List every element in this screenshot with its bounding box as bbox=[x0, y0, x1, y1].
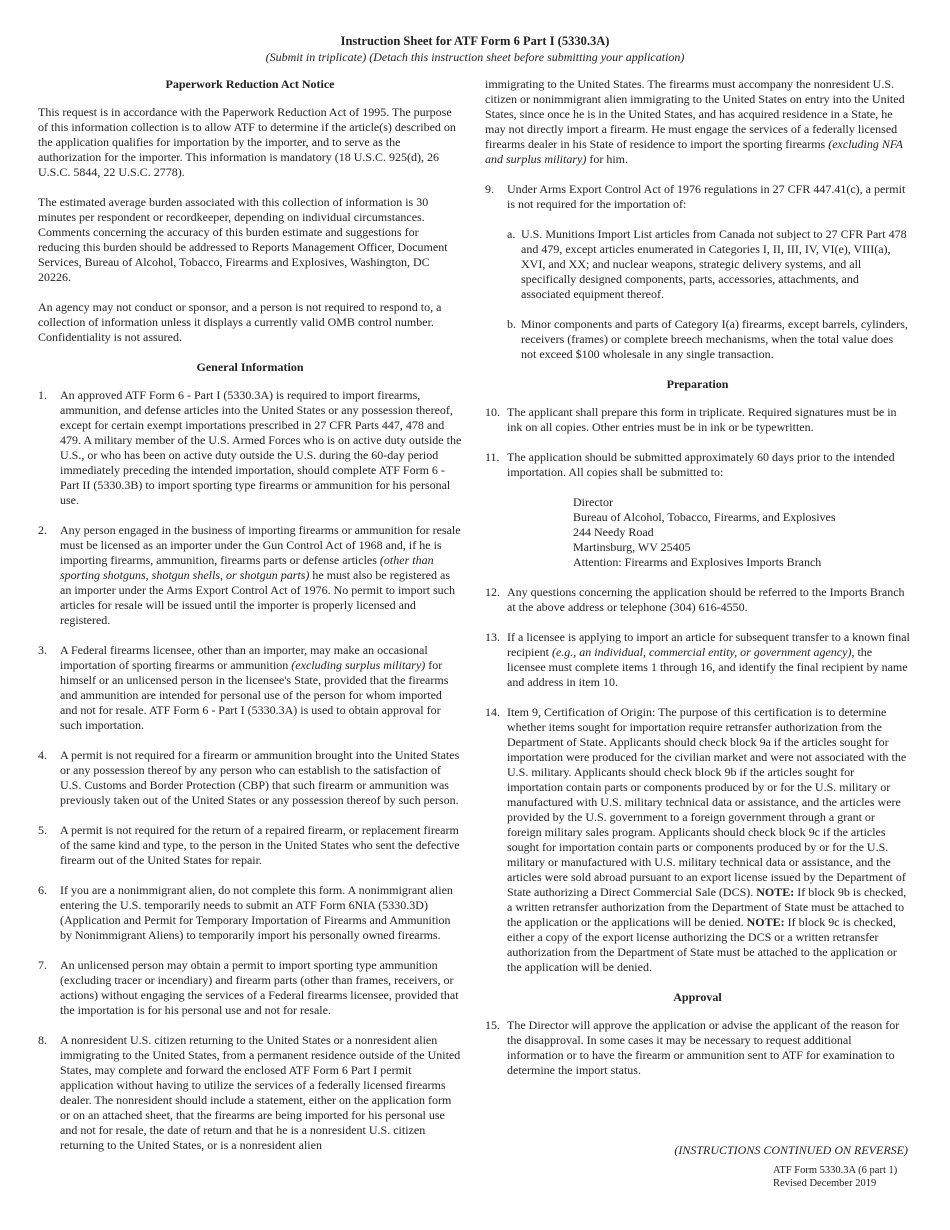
item-text: A permit is not required for a firearm or ammunition brought into the United States or any possession thereof by any person who can establish to the satisfaction of U.S. Customs and Border Protection (CBP) that such firearm or ammunition was previously taken out of the United States or any possession thereof by such person. bbox=[60, 748, 460, 807]
instruction-item-6 bbox=[38, 883, 462, 943]
item-number: 5. bbox=[38, 823, 47, 837]
item-8-continuation bbox=[485, 77, 910, 167]
instruction-item-3 bbox=[38, 643, 462, 733]
item-number: 13. bbox=[485, 630, 500, 644]
item-text: The Director will approve the application or advise the applicant of the reason for the disapproval. In some cases it may be necessary to request additional information or to have the firearm or ammunition sent to ATF for examination to determine the import status. bbox=[507, 1018, 900, 1077]
page-subtitle: (Submit in triplicate) (Detach this instruction sheet before submitting your application) bbox=[265, 50, 685, 64]
item-text: The application should be submitted approximately 60 days prior to the intended importation. All copies shall be submitted to: bbox=[507, 450, 895, 479]
address-line: Martinsburg, WV 25405 bbox=[573, 540, 691, 554]
instruction-item-2 bbox=[38, 523, 462, 628]
item-number: 2. bbox=[38, 523, 47, 537]
instruction-item-9a bbox=[485, 227, 910, 302]
form-number: ATF Form 5330.3A (6 part 1) bbox=[773, 1165, 898, 1176]
item-number: 10. bbox=[485, 405, 500, 419]
item-letter: b. bbox=[507, 317, 516, 331]
note-label: NOTE: bbox=[756, 885, 795, 899]
address-line: Attention: Firearms and Explosives Imports Branch bbox=[573, 555, 822, 569]
left-column bbox=[38, 77, 462, 1168]
item-number: 3. bbox=[38, 643, 47, 657]
item-text: Under Arms Export Control Act of 1976 regulations in 27 CFR 447.41(c), a permit is not required for the importation of: bbox=[507, 182, 906, 211]
instruction-item-15 bbox=[485, 1018, 910, 1078]
item-number: 1. bbox=[38, 388, 47, 402]
item-text: immigrating to the United States. The firearms must accompany the nonresident U.S. citizen or nonimmigrant alien immigrating to the United States on entry into the United States, since once he is in the United States, and has acquired residence in a State, he may not directly import a firearm. He must engage the services of a federally licensed firearms dealer in his State of residence to import the sporting firearms bbox=[485, 77, 905, 151]
mailing-address bbox=[485, 495, 910, 570]
item-text-italic: (excluding NFA and surplus military) bbox=[485, 137, 903, 166]
paperwork-paragraph-1: This request is in accordance with the Paperwork Reduction Act of 1995. The purpose of this information collection is to allow ATF to determine if the article(s) described on the application qualifies for importation by the importer, and to serve as the authorization for the importer. This information is mandatory (18 U.S.C. 925(d), 26 U.S.C. 5844, 22 U.S.C. 2778). bbox=[38, 105, 456, 179]
item-letter: a. bbox=[507, 227, 516, 241]
continued-notice: (INSTRUCTIONS CONTINUED ON REVERSE) bbox=[674, 1143, 908, 1157]
item-text: Item 9, Certification of Origin: The purpose of this certification is to determine whether items sought for importation require retransfer authorization from the Department of State. Applicants should check block 9a if the articles sought for importation were produced for the civilian market and were not associated with the U.S. military. Applicants should check block 9b if the articles sought for importation contain parts or components produced by or for the U.S. military or manufactured with U.S. military technical data or assistance, and the articles were provided by the U.S. government to a foreign government through a grant or foreign military sales program. Applicants should check block 9c if the articles sought for importation contain parts or components produced by or for the U.S. military or manufactured with U.S. military technical data or assistance, and the articles were sold abroad pursuant to an export license issued by the Department of State authorizing a Direct Commercial Sale (DCS). bbox=[507, 705, 907, 899]
item-number: 7. bbox=[38, 958, 47, 972]
revision-date: Revised December 2019 bbox=[773, 1178, 877, 1189]
item-text: A nonresident U.S. citizen returning to the United States or a nonresident alien immigrating to the United States, from a permanent residence outside of the United States, may complete and forward the enclosed ATF Form 6 Part I permit application without having to utilize the services of a federally licensed firearms dealer. The nonresident should include a statement, either on the application form or on an attached sheet, that the firearms are being imported for his personal use and not for resale, the date of return and that he is a nonresident U.S. citizen returning to the United States, or is a nonresident alien bbox=[60, 1033, 461, 1152]
form-identifier bbox=[773, 1164, 897, 1190]
item-text: The applicant shall prepare this form in triplicate. Required signatures must be in ink on all copies. Other entries must be in ink or be typewritten. bbox=[507, 405, 897, 434]
item-text: If block 9c is checked, either a copy of the export license authorizing the DCS or a written retransfer authorization from the Department of State must be attached to the application or the application will be denied. bbox=[507, 915, 897, 974]
item-number: 11. bbox=[485, 450, 500, 464]
instruction-item-10 bbox=[485, 405, 910, 435]
item-text-italic: (e.g., an individual, commercial entity, or government agency) bbox=[551, 645, 852, 659]
item-number: 6. bbox=[38, 883, 47, 897]
instruction-item-14 bbox=[485, 705, 910, 975]
paperwork-paragraph-3: An agency may not conduct or sponsor, and a person is not required to respond to, a collection of information unless it displays a currently valid OMB control number. Confidentiality is not assured. bbox=[38, 300, 442, 344]
item-text: If you are a nonimmigrant alien, do not complete this form. A nonimmigrant alien entering the U.S. temporarily needs to submit an ATF Form 6NIA (5330.3D) (Application and Permit for Temporary Importation of Firearms and Ammunition by Nonimmigrant Aliens) to temporarily import his personally owned firearms. bbox=[60, 883, 453, 942]
instruction-item-12 bbox=[485, 585, 910, 615]
preparation-heading: Preparation bbox=[666, 377, 729, 391]
address-line: Bureau of Alcohol, Tobacco, Firearms, and Explosives bbox=[573, 510, 836, 524]
instruction-item-7 bbox=[38, 958, 462, 1018]
item-number: 9. bbox=[485, 182, 494, 196]
item-text: for himself or an unlicensed person in the licensee's State, provided that the firearms and ammunition are intended for personal use of the person for whom imported and not for resale. ATF Form 6 - Part I (5330.3A) is used to obtain approval for such importation. bbox=[60, 658, 449, 732]
approval-heading: Approval bbox=[673, 990, 722, 1004]
item-text: he must also be registered as an importer under the Arms Export Control Act of 1976. No permit to import such articles for resale will be issued until the importer is properly licensed and registered. bbox=[60, 568, 455, 627]
paperwork-paragraph-2: The estimated average burden associated with this collection of information is 30 minutes per respondent or recordkeeper, depending on individual circumstances. Comments concerning the accuracy of this burden estimate and suggestions for reducing this burden should be addressed to Reports Management Officer, Document Services, Bureau of Alcohol, Tobacco, Firearms and Explosives, Washington, DC 20226. bbox=[38, 195, 448, 284]
item-text: U.S. Munitions Import List articles from Canada not subject to 27 CFR Part 478 and 479, except articles enumerated in Categories I, II, III, IV, VI(e), VIII(a), XVI, and XX; and nuclear weapons, strategic delivery systems, and all specifically designed components, parts, accessories, attachments, and associated equipment thereof. bbox=[521, 227, 907, 301]
address-line: Director bbox=[573, 495, 613, 509]
item-text: If a licensee is applying to import an article for subsequent transfer to a known final recipient bbox=[507, 630, 910, 659]
item-text: for him. bbox=[586, 152, 629, 166]
instruction-item-1 bbox=[38, 388, 462, 508]
right-column bbox=[485, 77, 910, 1093]
item-text: A Federal firearms licensee, other than an importer, may make an occasional importation of sporting firearms or ammunition bbox=[60, 643, 428, 672]
instruction-item-9 bbox=[485, 182, 910, 212]
page-title: Instruction Sheet for ATF Form 6 Part I (5330.3A) bbox=[340, 34, 610, 48]
item-number: 4. bbox=[38, 748, 47, 762]
item-text: Any questions concerning the application should be referred to the Imports Branch at the above address or telephone (304) 616-4550. bbox=[507, 585, 905, 614]
item-text: , the licensee must complete items 1 through 16, and identify the final recipient by name and address in item 10. bbox=[507, 645, 908, 689]
paperwork-heading: Paperwork Reduction Act Notice bbox=[165, 77, 335, 91]
item-text: If block 9b is checked, a written retransfer authorization from the Department of State must be attached to the application or the applications will be denied. bbox=[507, 885, 907, 929]
item-text: A permit is not required for the return of a repaired firearm, or replacement firearm of the same kind and type, to the person in the United States who sent the defective firearm out of the United States for repair. bbox=[60, 823, 460, 867]
item-number: 12. bbox=[485, 585, 500, 599]
item-number: 8. bbox=[38, 1033, 47, 1047]
item-text: Minor components and parts of Category I(a) firearms, except barrels, cylinders, receivers (frames) or complete breech mechanisms, when the total value does not exceed $100 wholesale in any single transaction. bbox=[521, 317, 908, 361]
instruction-item-8 bbox=[38, 1033, 462, 1153]
instruction-item-13 bbox=[485, 630, 910, 690]
instruction-item-11 bbox=[485, 450, 910, 480]
instruction-item-5 bbox=[38, 823, 462, 868]
item-text: An approved ATF Form 6 - Part I (5330.3A) is required to import firearms, ammunition, and defense articles into the United States or any possession thereof, except for certain exempt importations prescribed in 27 CFR Parts 447, 478 and 479. A military member of the U.S. Armed Forces who is on active duty outside the U.S., or who has been on active duty outside the U.S. during the 60-day period immediately preceding the intended importation, should complete ATF Form 6 - Part II (5330.3B) to import sporting type firearms or ammunition for his personal use. bbox=[60, 388, 462, 507]
general-information-heading: General Information bbox=[196, 360, 304, 374]
instruction-item-4 bbox=[38, 748, 462, 808]
item-text-italic: (excluding surplus military) bbox=[291, 658, 426, 672]
note-label: NOTE: bbox=[746, 915, 785, 929]
item-number: 15. bbox=[485, 1018, 500, 1032]
item-text: An unlicensed person may obtain a permit to import sporting type ammunition (excluding tracer or incendiary) and firearm parts (other than frames, receivers, or actions) without engaging the services of a Federal firearms licensee, provided that the importation is for his personal use and not for resale. bbox=[60, 958, 459, 1017]
item-text: Any person engaged in the business of importing firearms or ammunition for resale must be licensed as an importer under the Gun Control Act of 1968 and, if he is importing firearms, ammunition, firearms parts or defense articles bbox=[60, 523, 461, 567]
address-line: 244 Needy Road bbox=[573, 525, 654, 539]
item-text-italic: (other than sporting shotguns, shotgun shells, or shotgun parts) bbox=[60, 553, 434, 582]
item-number: 14. bbox=[485, 705, 500, 719]
instruction-item-9b bbox=[485, 317, 910, 362]
